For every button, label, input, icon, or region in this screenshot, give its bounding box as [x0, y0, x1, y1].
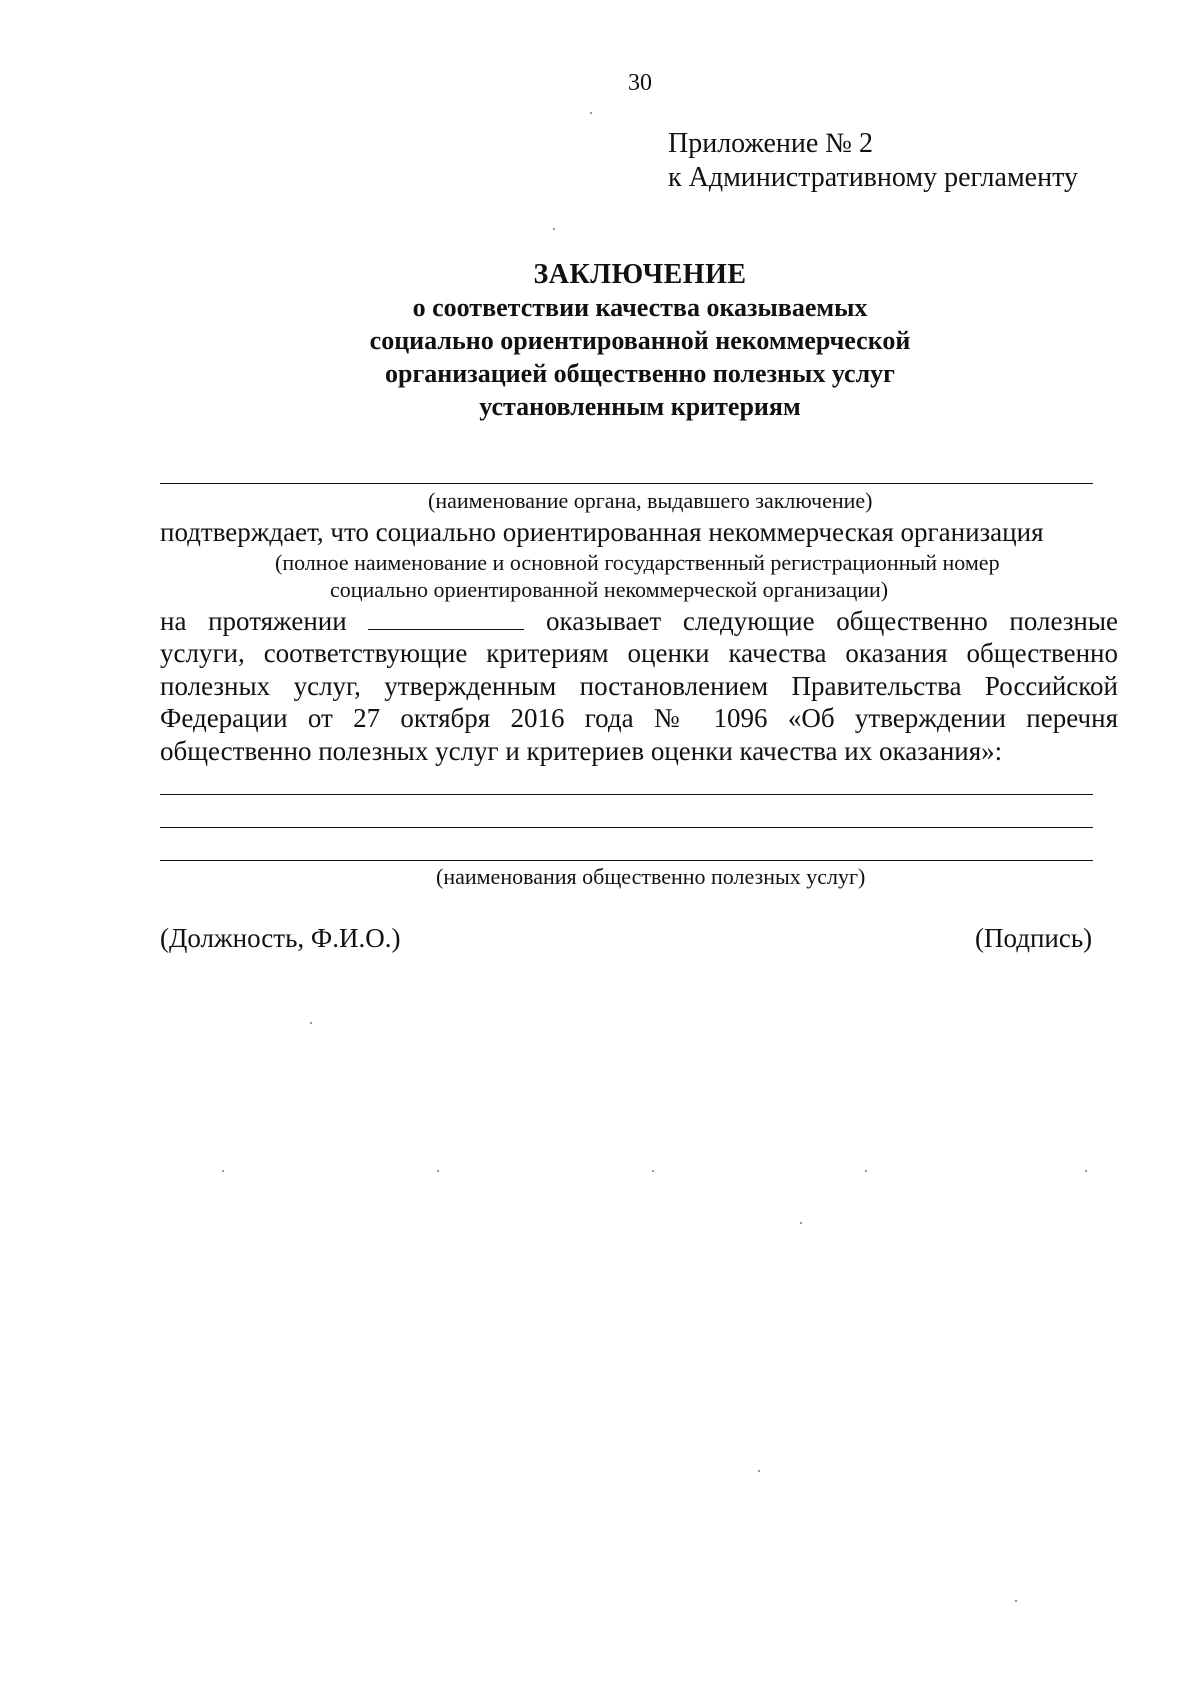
title-line-4: установленным критериям	[479, 392, 801, 421]
title-line-2: социально ориентированной некоммерческой	[369, 326, 911, 355]
scan-speck	[310, 1022, 312, 1024]
scan-speck	[652, 1170, 654, 1172]
signature-label: (Подпись)	[975, 923, 1093, 953]
org-name-caption-line-1: (полное наименование и основной государственный регистрационный номер	[275, 550, 1000, 575]
position-name-label: (Должность, Ф.И.О.)	[160, 923, 401, 953]
scan-speck	[437, 1170, 439, 1172]
services-field-line-1	[160, 794, 1093, 795]
page-number: 30	[628, 70, 652, 96]
period-line	[160, 605, 1118, 637]
scan-speck	[590, 112, 592, 114]
scan-speck	[865, 1170, 867, 1172]
appendix-number: Приложение № 2	[668, 128, 873, 159]
provides-text: оказывает следующие общественно полезные	[546, 606, 1118, 636]
scan-speck	[553, 228, 555, 230]
title-main: ЗАКЛЮЧЕНИЕ	[533, 259, 747, 290]
scan-speck	[1015, 1600, 1017, 1602]
confirms-text: подтверждает, что социально ориентированная некоммерческая организация	[160, 517, 1044, 547]
criteria-paragraph: услуги, соответствующие критериям оценки качества оказания общественно полезных услуг, утвержденным постановлением Правительства Российской Федерации от 27 октября 2016 года № 1096 «Об утверждении перечня общественно полезных услуг и критериев оценки качества их оказания»:	[160, 638, 1118, 766]
scan-speck	[1085, 1170, 1087, 1172]
services-field-line-2	[160, 827, 1093, 828]
services-caption: (наименования общественно полезных услуг)	[436, 864, 866, 889]
period-blank-field	[368, 607, 524, 630]
org-name-caption-line-2: социально ориентированной некоммерческой организации)	[330, 577, 889, 602]
title-line-3: организацией общественно полезных услуг	[385, 359, 895, 388]
appendix-reference: к Административному регламенту	[668, 162, 1078, 193]
issuing-body-caption: (наименование органа, выдавшего заключение)	[428, 488, 873, 513]
document-title	[160, 258, 1120, 423]
title-line-1: о соответствии качества оказываемых	[412, 293, 868, 322]
services-field-line-3	[160, 860, 1093, 861]
scan-speck	[222, 1170, 224, 1172]
appendix-header	[668, 127, 1078, 195]
during-text: на протяжении	[160, 606, 347, 636]
scan-speck	[800, 1222, 802, 1224]
issuing-body-field-line	[160, 483, 1093, 484]
scan-speck	[758, 1470, 760, 1472]
